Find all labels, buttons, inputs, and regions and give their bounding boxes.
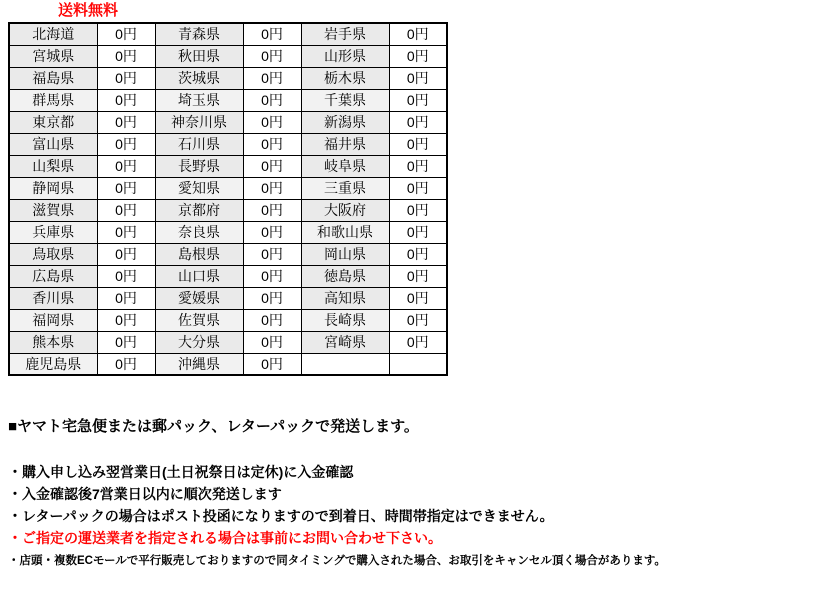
- prefecture-name: 沖縄県: [155, 353, 243, 375]
- note-line: ・購入申し込み翌営業日(土日祝祭日は定休)に入金確認: [8, 464, 354, 480]
- table-row: [9, 89, 447, 111]
- prefecture-price: 0円: [97, 199, 155, 221]
- prefecture-name: 島根県: [155, 243, 243, 265]
- prefecture-price: 0円: [389, 89, 447, 111]
- table-row: [9, 155, 447, 177]
- table-row: [9, 309, 447, 331]
- prefecture-price: 0円: [243, 331, 301, 353]
- prefecture-price: 0円: [243, 199, 301, 221]
- prefecture-price: 0円: [97, 287, 155, 309]
- prefecture-price: 0円: [389, 111, 447, 133]
- prefecture-name: 愛媛県: [155, 287, 243, 309]
- prefecture-price: 0円: [243, 221, 301, 243]
- prefecture-price: 0円: [97, 331, 155, 353]
- prefecture-name: 群馬県: [9, 89, 97, 111]
- prefecture-price: 0円: [97, 353, 155, 375]
- prefecture-name: 広島県: [9, 265, 97, 287]
- notes-heading: ■ヤマト宅急便または郵パック、レターパックで発送します。: [8, 418, 419, 435]
- table-row: [9, 199, 447, 221]
- prefecture-name: 石川県: [155, 133, 243, 155]
- prefecture-price: 0円: [97, 221, 155, 243]
- shipping-fee-table-body: [9, 23, 447, 375]
- note-line: ・レターパックの場合はポスト投函になりますので到着日、時間帯指定はできません。: [8, 508, 554, 524]
- prefecture-price: 0円: [389, 309, 447, 331]
- prefecture-name: 佐賀県: [155, 309, 243, 331]
- prefecture-price: 0円: [243, 67, 301, 89]
- prefecture-price: 0円: [243, 353, 301, 375]
- prefecture-name: 和歌山県: [301, 221, 389, 243]
- prefecture-name: 熊本県: [9, 331, 97, 353]
- prefecture-name: 福井県: [301, 133, 389, 155]
- prefecture-price: 0円: [389, 155, 447, 177]
- prefecture-price: 0円: [243, 89, 301, 111]
- table-row: [9, 353, 447, 375]
- table-row: [9, 287, 447, 309]
- prefecture-name: 大阪府: [301, 199, 389, 221]
- prefecture-name: 北海道: [9, 23, 97, 45]
- prefecture-price: 0円: [389, 331, 447, 353]
- shipping-notes: [8, 415, 808, 571]
- prefecture-name: 山口県: [155, 265, 243, 287]
- prefecture-price: 0円: [389, 177, 447, 199]
- prefecture-name: 福岡県: [9, 309, 97, 331]
- prefecture-price: 0円: [243, 243, 301, 265]
- prefecture-name: 青森県: [155, 23, 243, 45]
- prefecture-name: 茨城県: [155, 67, 243, 89]
- table-row: [9, 243, 447, 265]
- prefecture-name: 岡山県: [301, 243, 389, 265]
- prefecture-price: 0円: [97, 265, 155, 287]
- prefecture-price: 0円: [243, 287, 301, 309]
- prefecture-price: 0円: [389, 45, 447, 67]
- table-row: [9, 177, 447, 199]
- prefecture-name: 山形県: [301, 45, 389, 67]
- prefecture-price: 0円: [243, 177, 301, 199]
- prefecture-price: 0円: [389, 67, 447, 89]
- shipping-fee-table: [8, 22, 448, 376]
- empty-cell: [389, 353, 447, 375]
- prefecture-price: 0円: [97, 111, 155, 133]
- table-row: [9, 45, 447, 67]
- prefecture-name: 福島県: [9, 67, 97, 89]
- prefecture-price: 0円: [97, 45, 155, 67]
- prefecture-name: 山梨県: [9, 155, 97, 177]
- prefecture-name: 京都府: [155, 199, 243, 221]
- prefecture-name: 宮崎県: [301, 331, 389, 353]
- prefecture-price: 0円: [97, 155, 155, 177]
- prefecture-name: 新潟県: [301, 111, 389, 133]
- prefecture-name: 香川県: [9, 287, 97, 309]
- free-shipping-label: 送料無料: [58, 2, 119, 19]
- table-row: [9, 133, 447, 155]
- prefecture-name: 徳島県: [301, 265, 389, 287]
- prefecture-price: 0円: [97, 177, 155, 199]
- prefecture-name: 千葉県: [301, 89, 389, 111]
- prefecture-price: 0円: [97, 89, 155, 111]
- prefecture-price: 0円: [97, 23, 155, 45]
- prefecture-name: 大分県: [155, 331, 243, 353]
- prefecture-price: 0円: [243, 133, 301, 155]
- prefecture-name: 高知県: [301, 287, 389, 309]
- prefecture-price: 0円: [389, 23, 447, 45]
- prefecture-price: 0円: [97, 133, 155, 155]
- table-row: [9, 221, 447, 243]
- prefecture-price: 0円: [243, 111, 301, 133]
- note-line: ・入金確認後7営業日以内に順次発送します: [8, 486, 282, 502]
- prefecture-name: 東京都: [9, 111, 97, 133]
- prefecture-name: 秋田県: [155, 45, 243, 67]
- table-row: [9, 23, 447, 45]
- prefecture-price: 0円: [389, 199, 447, 221]
- prefecture-name: 神奈川県: [155, 111, 243, 133]
- prefecture-name: 長崎県: [301, 309, 389, 331]
- prefecture-price: 0円: [243, 23, 301, 45]
- prefecture-name: 長野県: [155, 155, 243, 177]
- prefecture-price: 0円: [97, 243, 155, 265]
- prefecture-price: 0円: [243, 45, 301, 67]
- prefecture-name: 奈良県: [155, 221, 243, 243]
- prefecture-name: 滋賀県: [9, 199, 97, 221]
- prefecture-price: 0円: [97, 309, 155, 331]
- prefecture-name: 埼玉県: [155, 89, 243, 111]
- prefecture-name: 愛知県: [155, 177, 243, 199]
- table-row: [9, 67, 447, 89]
- note-line-highlighted: ・ご指定の運送業者を指定される場合は事前にお問い合わせ下さい。: [8, 530, 442, 546]
- prefecture-price: 0円: [389, 287, 447, 309]
- prefecture-name: 三重県: [301, 177, 389, 199]
- prefecture-name: 宮城県: [9, 45, 97, 67]
- prefecture-price: 0円: [389, 133, 447, 155]
- prefecture-name: 富山県: [9, 133, 97, 155]
- prefecture-name: 栃木県: [301, 67, 389, 89]
- note-fineprint: ・店頭・複数ECモールで平行販売しておりますので同タイミングで購入された場合、お取引をキャンセル頂く場合があります。: [8, 555, 666, 567]
- prefecture-name: 鹿児島県: [9, 353, 97, 375]
- prefecture-name: 岩手県: [301, 23, 389, 45]
- prefecture-price: 0円: [389, 243, 447, 265]
- table-row: [9, 265, 447, 287]
- prefecture-name: 岐阜県: [301, 155, 389, 177]
- prefecture-name: 静岡県: [9, 177, 97, 199]
- prefecture-price: 0円: [243, 265, 301, 287]
- table-row: [9, 331, 447, 353]
- prefecture-price: 0円: [389, 221, 447, 243]
- prefecture-price: 0円: [389, 265, 447, 287]
- prefecture-price: 0円: [243, 155, 301, 177]
- prefecture-price: 0円: [97, 67, 155, 89]
- empty-cell: [301, 353, 389, 375]
- prefecture-name: 鳥取県: [9, 243, 97, 265]
- prefecture-name: 兵庫県: [9, 221, 97, 243]
- prefecture-price: 0円: [243, 309, 301, 331]
- table-row: [9, 111, 447, 133]
